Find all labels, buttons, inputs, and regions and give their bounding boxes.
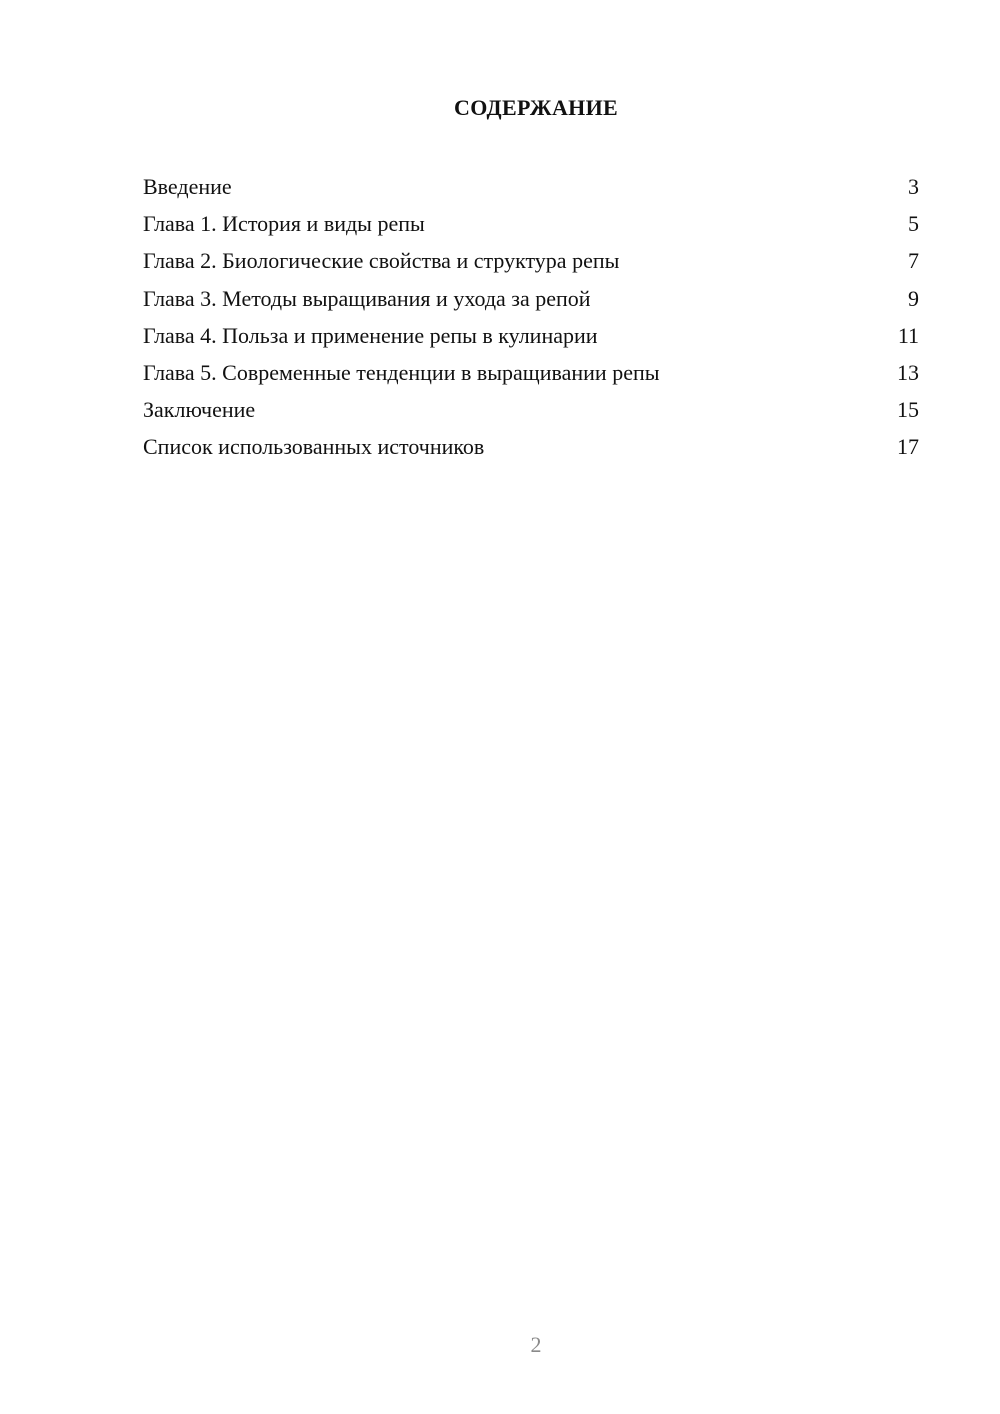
toc-item-page: 13 [897, 359, 919, 385]
toc-item-label: Заключение [143, 397, 256, 423]
toc-item-references [143, 428, 919, 465]
toc-item-page: 3 [908, 174, 919, 199]
toc-item-chapter-2 [143, 242, 919, 279]
toc-item-chapter-5 [143, 354, 919, 391]
toc-item-page: 11 [897, 322, 919, 348]
page-number: 2 [530, 1332, 542, 1357]
toc-item-label: Глава 2. Биологические свойства и структура репы [143, 248, 620, 274]
toc-item-chapter-4 [143, 317, 919, 354]
toc-item-label: Глава 3. Методы выращивания и ухода за репой [143, 285, 591, 311]
toc-item-label: Список использованных источников [143, 434, 485, 460]
toc-item-label: Глава 1. История и виды репы [143, 211, 425, 237]
toc-item-page: 5 [908, 211, 919, 237]
toc-item-page: 7 [908, 248, 919, 274]
toc-item-label: Глава 4. Польза и применение репы в кулинарии [143, 322, 598, 348]
toc-item-label: Глава 5. Современные тенденции в выращивании репы [143, 359, 660, 385]
toc-item-introduction [143, 168, 919, 205]
toc-item-page: 17 [897, 434, 919, 460]
toc-item-label: Введение [143, 174, 232, 199]
page-title: СОДЕРЖАНИЕ [454, 95, 618, 120]
toc-item-chapter-3 [143, 280, 919, 317]
toc-item-page: 9 [908, 285, 919, 311]
toc-item-page: 15 [897, 397, 919, 423]
toc-item-chapter-1 [143, 205, 919, 242]
table-of-contents [143, 168, 919, 466]
toc-item-conclusion [143, 391, 919, 428]
